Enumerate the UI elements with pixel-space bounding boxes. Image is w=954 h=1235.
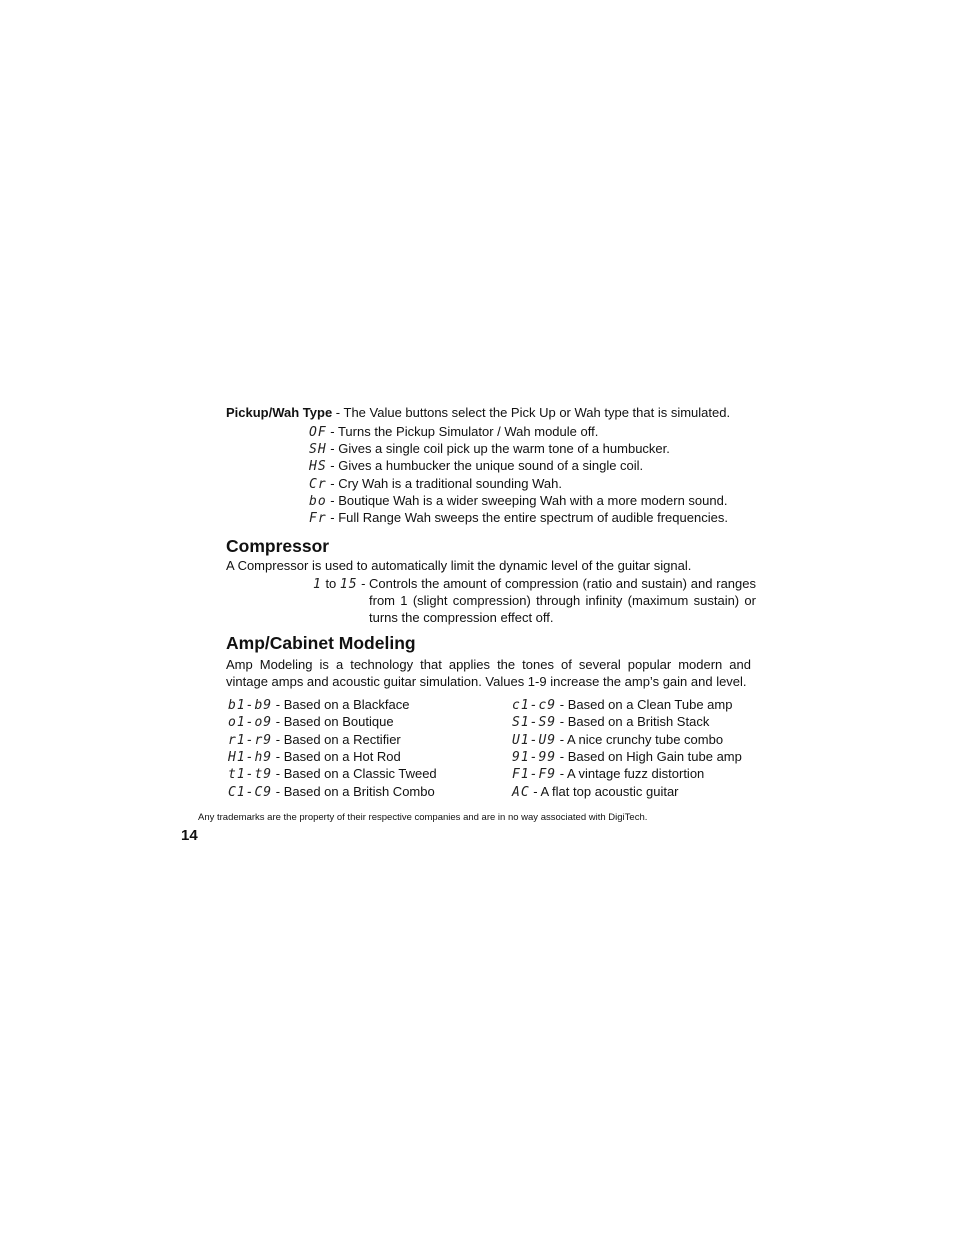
compressor-heading: Compressor (226, 536, 330, 556)
amp-model-item (512, 696, 732, 714)
amp-code: S1-S9 (512, 715, 557, 730)
amp-desc: - Based on a Rectifier (272, 732, 401, 747)
amp-description: Amp Modeling is a technology that applies the tones of several popular modern and vintage amps and acoustic guitar simulation. Values 1-9 increase the amp’s gain and level. (226, 657, 751, 689)
amp-heading: Amp/Cabinet Modeling (226, 633, 416, 653)
amp-code: H1-h9 (228, 750, 273, 765)
option-desc: - Cry Wah is a traditional sounding Wah. (326, 476, 562, 491)
pickup-option (309, 509, 728, 527)
range-to: to (321, 576, 340, 591)
amp-desc: - Based on a Hot Rod (272, 749, 401, 764)
amp-code: F1-F9 (512, 767, 557, 782)
amp-code: AC (512, 785, 530, 800)
option-desc: - Turns the Pickup Simulator / Wah module off. (326, 424, 599, 439)
amp-desc: - Based on a Classic Tweed (272, 766, 437, 781)
amp-model-item (512, 765, 704, 783)
pickup-option (309, 492, 727, 510)
amp-desc: - Based on a British Stack (556, 714, 710, 729)
pickup-wah-label: Pickup/Wah Type (226, 405, 333, 420)
option-desc: - Gives a humbucker the unique sound of a single coil. (326, 458, 644, 473)
option-code: HS (309, 459, 327, 474)
option-desc: - Gives a single coil pick up the warm tone of a humbucker. (326, 441, 670, 456)
range-start-code: 1 (313, 577, 322, 592)
trademark-note: Any trademarks are the property of their respective companies and are in no way associated with DigiTech. (198, 812, 648, 823)
option-code: Cr (309, 477, 327, 492)
pickup-wah-line (226, 404, 730, 421)
pickup-option (309, 423, 598, 441)
amp-model-item (512, 713, 709, 731)
option-code: Fr (309, 511, 327, 526)
amp-desc: - A vintage fuzz distortion (556, 766, 705, 781)
amp-desc: - Based on a Clean Tube amp (556, 697, 733, 712)
amp-model-item (228, 783, 435, 801)
compressor-description: A Compressor is used to automatically limit the dynamic level of the guitar signal. (226, 558, 692, 573)
amp-model-item (228, 696, 409, 714)
amp-model-item (228, 765, 437, 783)
amp-desc: - Based on a British Combo (272, 784, 435, 799)
amp-model-item (228, 748, 401, 766)
compressor-range (313, 575, 366, 593)
amp-model-item (512, 783, 679, 801)
amp-code: r1-r9 (228, 733, 273, 748)
amp-desc: - Based on Boutique (272, 714, 394, 729)
amp-model-item (228, 731, 401, 749)
compressor-range-description: Controls the amount of compression (ratio and sustain) and ranges from 1 (slight compression) through infinity (maximum sustain) or turns the compression effect off. (369, 576, 756, 625)
pickup-option (309, 475, 562, 493)
amp-code: U1-U9 (512, 733, 557, 748)
amp-code: t1-t9 (228, 767, 273, 782)
amp-code: c1-c9 (512, 698, 557, 713)
amp-model-item (512, 731, 723, 749)
amp-code: 91-99 (512, 750, 557, 765)
option-code: OF (309, 425, 327, 440)
amp-desc: - Based on a Blackface (272, 697, 410, 712)
range-dash: - (357, 576, 366, 591)
amp-desc: - Based on High Gain tube amp (556, 749, 742, 764)
page-number: 14 (181, 827, 198, 844)
pickup-option (309, 457, 643, 475)
amp-code: C1-C9 (228, 785, 273, 800)
range-end-code: 15 (339, 577, 358, 592)
option-code: SH (309, 442, 327, 457)
option-code: bo (309, 494, 327, 509)
amp-desc: - A nice crunchy tube combo (556, 732, 724, 747)
amp-code: o1-o9 (228, 715, 273, 730)
amp-model-item (512, 748, 742, 766)
amp-model-item (228, 713, 394, 731)
amp-desc: - A flat top acoustic guitar (529, 784, 679, 799)
amp-code: b1-b9 (228, 698, 273, 713)
pickup-wah-intro: - The Value buttons select the Pick Up or Wah type that is simulated. (332, 405, 731, 420)
pickup-option (309, 440, 670, 458)
option-desc: - Full Range Wah sweeps the entire spectrum of audible frequencies. (326, 510, 728, 525)
option-desc: - Boutique Wah is a wider sweeping Wah with a more modern sound. (326, 493, 728, 508)
